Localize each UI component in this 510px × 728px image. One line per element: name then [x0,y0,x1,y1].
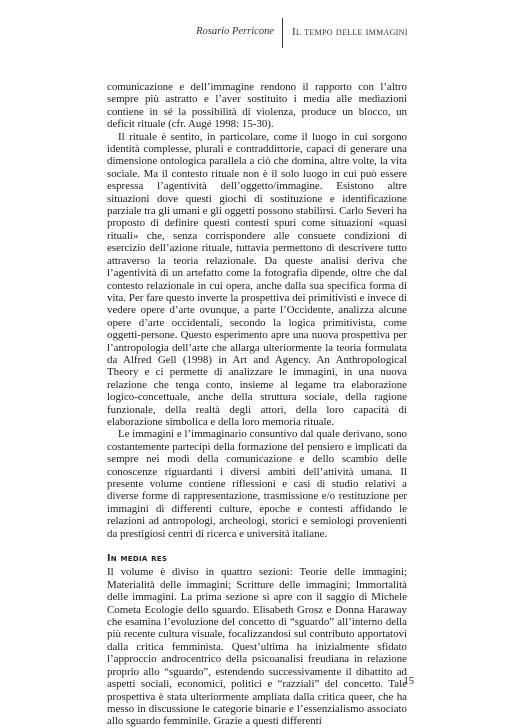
section-heading: In media res [107,553,168,565]
paragraph-continuation: comunicazione e dell’immagine rendono il rapporto con l’altro sempre più astratto e l’aver sostituito i media alle mediazioni contiene in sé la possibilità di violenza, produce un blocco, un deficit rituale (cfr. Augé 1998: 15-30). [107,81,407,131]
page-number: 15 [403,676,414,687]
paragraph-immagini: Le immagini e l’immaginario consuntivo dal quale derivano, sono costantemente partecipi della formazione del pensiero e implicati da sempre nei modi della comunicazione e dello scambio delle conoscenze riguardanti i diversi ambiti dell’attività umana. Il presente volume contiene riflessioni e casi di studio relativi a diverse forme di rappresentazione, trasmissione e/o restituzione per immagini di differenti culture, epoche e contesti affidando le relazioni ad antropologi, archeologi, storici e semiologi provenienti da prestigiosi centri di ricerca e università italiane. [107,428,407,540]
paragraph-volume: Il volume è diviso in quattro sezioni: Teorie delle immagini; Materialità delle immagini; Scritture delle immagini; Immortalità delle immagini. La prima sezione si apre con il saggio di Michele Cometa Ecologie dello sguardo. Elisabeth Grosz e Donna Haraway che esamina l’evoluzione del concetto di “sguardo” all’interno della più recente cultura visuale, focalizzandosi sul contributo apportatovi dalla critica femminista. Quest’ultima ha inizialmente sfidato l’approccio androcentrico della psicoanalisi freudiana in relazione proprio allo “sguardo”, estendendo successivamente il dibattito ad aspetti sociali, economici, politici e “razziali” del concetto. Tale prospettiva è stata ulteriormente ampliata dalla critica queer, che ha messo in discussione le categorie binarie e l’essenzialismo associato allo sguardo femminile. Grazie a questi differenti [107,566,407,728]
paragraph-rituale: Il rituale è sentito, in particolare, come il luogo in cui sorgono identità complesse, plurali e contraddittorie, capaci di generare una dimensione ontologica parallela a ciò che domina, altre volte, la vita sociale. Ma il contesto rituale non è il solo luogo in cui può essere espressa l’agentività dell’oggetto/immagine. Esistono altre situazioni dove questi giochi di sostituzione e identificazione parziale tra gli umani e gli oggetti possono stabilirsi. Carlo Severi ha proposto di definire questi contesti spuri come situazioni «quasi rituali» che, senza corrispondere alle consuete condizioni di esercizio dell’azione rituale, tuttavia permettono di descrivere tutto attraverso la teoria relazionale. Da queste analisi deriva che l’agentività di un artefatto come la fotografia dipende, oltre che dal contesto relazionale in cui opera, anche dalla sua specifica forma di vita. Per fare questo inverte la prospettiva dei primitivisti e invece di vedere opere d’arte ovunque, a parte l’Occidente, analizza alcune opere d’arte occidentali, secondo la logica primitivista, come oggetti-persone. Questo esperimento apre una nuova prospettiva per l’antropologia dell’arte che allarga ulteriormente la teoria formulata da Alfred Gell (1998) in Art and Agency. An Anthropological Theory e ci permette di analizzare le immagini, in una nuova relazione che tenga conto, insieme al legame tra elaborazione logico-concettuale, anche della struttura sociale, della ragione funzionale, della realtà degli attori, della loro capacità di elaborazione simbolica e della loro memoria rituale. [107,130,407,428]
running-head-title: Il tempo delle immagini [292,26,408,38]
running-head-author: Rosario Perricone [196,26,274,37]
body-text [107,81,407,728]
running-head-divider [282,18,283,48]
running-head [0,18,510,48]
